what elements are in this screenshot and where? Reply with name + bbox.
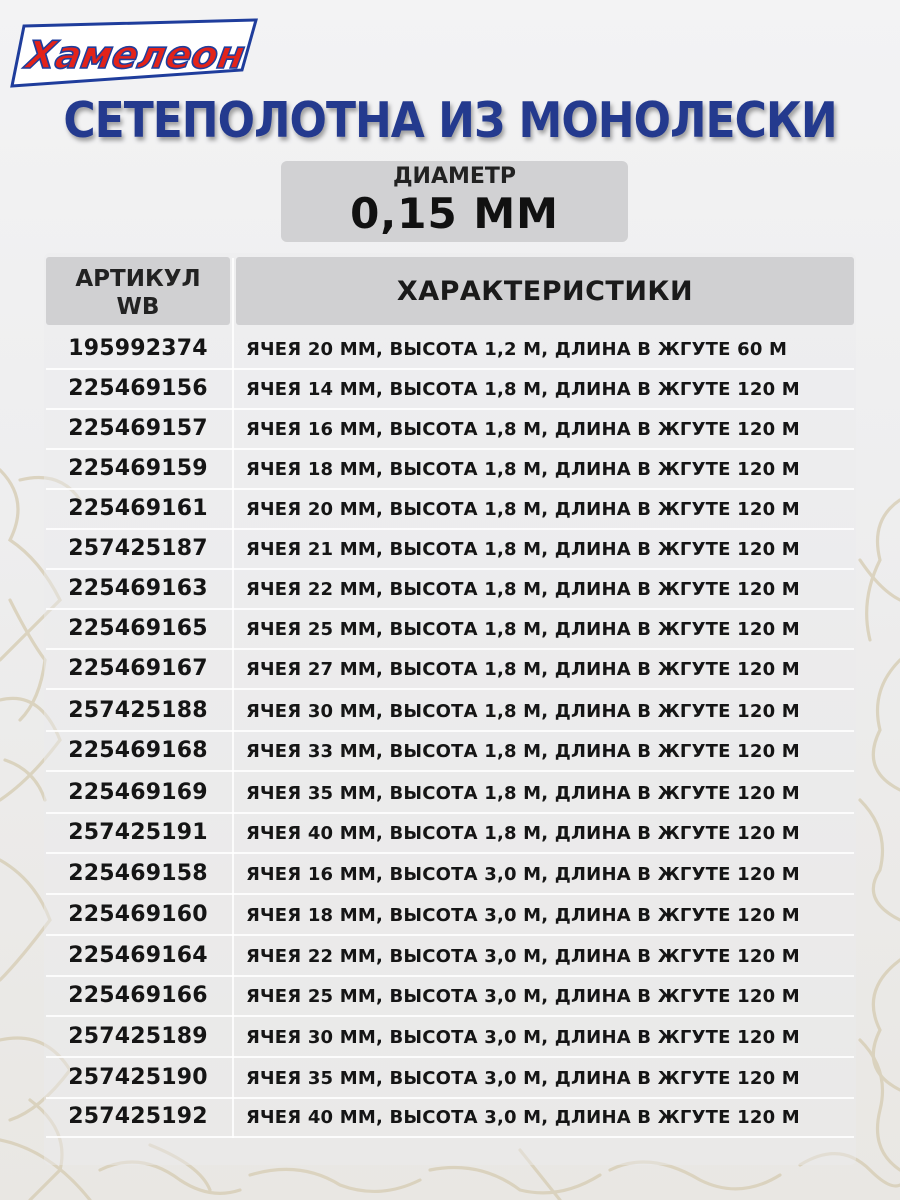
characteristics-cell: ЯЧЕЯ 35 ММ, ВЫСОТА 3,0 М, ДЛИНА В ЖГУТЕ 120 М	[246, 1068, 800, 1089]
article-cell: 225469165	[68, 616, 208, 641]
characteristics-cell: ЯЧЕЯ 27 ММ, ВЫСОТА 1,8 М, ДЛИНА В ЖГУТЕ 120 М	[246, 659, 800, 680]
characteristics-cell: ЯЧЕЯ 18 ММ, ВЫСОТА 1,8 М, ДЛИНА В ЖГУТЕ 120 М	[246, 459, 800, 480]
table-row	[46, 896, 854, 936]
header-article-line1: АРТИКУЛ	[75, 266, 201, 292]
table-row	[46, 1098, 854, 1138]
article-cell: 257425187	[68, 536, 208, 561]
article-cell: 225469166	[68, 983, 208, 1008]
characteristics-cell: ЯЧЕЯ 22 ММ, ВЫСОТА 1,8 М, ДЛИНА В ЖГУТЕ 120 М	[246, 579, 800, 600]
table-row	[46, 814, 854, 854]
table-row	[46, 410, 854, 450]
table-row	[46, 370, 854, 410]
characteristics-cell: ЯЧЕЯ 40 ММ, ВЫСОТА 3,0 М, ДЛИНА В ЖГУТЕ 120 М	[246, 1107, 800, 1128]
characteristics-cell: ЯЧЕЯ 30 ММ, ВЫСОТА 1,8 М, ДЛИНА В ЖГУТЕ 120 М	[246, 701, 800, 722]
diameter-box	[281, 161, 628, 242]
characteristics-cell: ЯЧЕЯ 20 ММ, ВЫСОТА 1,8 М, ДЛИНА В ЖГУТЕ 120 М	[246, 499, 800, 520]
table-row	[46, 330, 854, 370]
article-cell: 225469161	[68, 496, 208, 521]
article-cell: 225469167	[68, 656, 208, 681]
characteristics-cell: ЯЧЕЯ 21 ММ, ВЫСОТА 1,8 М, ДЛИНА В ЖГУТЕ 120 М	[246, 539, 800, 560]
characteristics-cell: ЯЧЕЯ 14 ММ, ВЫСОТА 1,8 М, ДЛИНА В ЖГУТЕ 120 М	[246, 379, 800, 400]
table-row	[46, 1018, 854, 1058]
header-characteristics-label: ХАРАКТЕРИСТИКИ	[396, 276, 694, 307]
characteristics-cell: ЯЧЕЯ 25 ММ, ВЫСОТА 1,8 М, ДЛИНА В ЖГУТЕ 120 М	[246, 619, 800, 640]
article-cell: 257425188	[68, 698, 208, 723]
article-cell: 225469158	[68, 861, 208, 886]
characteristics-cell: ЯЧЕЯ 16 ММ, ВЫСОТА 3,0 М, ДЛИНА В ЖГУТЕ 120 М	[246, 864, 800, 885]
characteristics-cell: ЯЧЕЯ 16 ММ, ВЫСОТА 1,8 М, ДЛИНА В ЖГУТЕ 120 М	[246, 419, 800, 440]
table-row	[46, 610, 854, 650]
table-row	[46, 774, 854, 814]
characteristics-cell: ЯЧЕЯ 22 ММ, ВЫСОТА 3,0 М, ДЛИНА В ЖГУТЕ 120 М	[246, 946, 800, 967]
characteristics-cell: ЯЧЕЯ 33 ММ, ВЫСОТА 1,8 М, ДЛИНА В ЖГУТЕ 120 М	[246, 741, 800, 762]
diameter-value: 0,15 ММ	[350, 189, 559, 238]
article-cell: 225469157	[68, 416, 208, 441]
diameter-label: ДИАМЕТР	[392, 164, 517, 189]
table-row	[46, 530, 854, 570]
table-row	[46, 977, 854, 1017]
table-row	[46, 937, 854, 977]
article-cell: 225469164	[68, 943, 208, 968]
header-article	[46, 257, 230, 325]
article-cell: 225469159	[68, 456, 208, 481]
brand-logo	[10, 18, 258, 92]
article-cell: 225469160	[68, 902, 208, 927]
characteristics-cell: ЯЧЕЯ 20 ММ, ВЫСОТА 1,2 М, ДЛИНА В ЖГУТЕ 60 М	[246, 339, 788, 360]
characteristics-cell: ЯЧЕЯ 25 ММ, ВЫСОТА 3,0 М, ДЛИНА В ЖГУТЕ 120 М	[246, 986, 800, 1007]
table-row	[46, 650, 854, 690]
article-cell: 225469169	[68, 780, 208, 805]
brand-logo-text: Хамелеон	[22, 33, 249, 78]
table-row	[46, 490, 854, 530]
article-cell: 257425190	[68, 1065, 208, 1090]
characteristics-cell: ЯЧЕЯ 18 ММ, ВЫСОТА 3,0 М, ДЛИНА В ЖГУТЕ 120 М	[246, 905, 800, 926]
characteristics-cell: ЯЧЕЯ 40 ММ, ВЫСОТА 1,8 М, ДЛИНА В ЖГУТЕ 120 М	[246, 823, 800, 844]
table-row	[46, 692, 854, 732]
characteristics-cell: ЯЧЕЯ 30 ММ, ВЫСОТА 3,0 М, ДЛИНА В ЖГУТЕ 120 М	[246, 1027, 800, 1048]
header-characteristics	[236, 257, 854, 325]
article-cell: 257425191	[68, 820, 208, 845]
article-cell: 257425189	[68, 1024, 208, 1049]
article-cell: 195992374	[68, 336, 208, 361]
table-row	[46, 732, 854, 772]
article-cell: 225469156	[68, 376, 208, 401]
table-row	[46, 450, 854, 490]
article-cell: 225469163	[68, 576, 208, 601]
characteristics-cell: ЯЧЕЯ 35 ММ, ВЫСОТА 1,8 М, ДЛИНА В ЖГУТЕ 120 М	[246, 783, 800, 804]
page-title: СЕТЕПОЛОТНА ИЗ МОНОЛЕСКИ	[63, 92, 837, 150]
article-cell: 257425192	[68, 1104, 208, 1129]
table-row	[46, 855, 854, 895]
header-article-line2: WB	[116, 294, 160, 320]
article-cell: 225469168	[68, 738, 208, 763]
table-row	[46, 570, 854, 610]
table-row	[46, 1059, 854, 1099]
